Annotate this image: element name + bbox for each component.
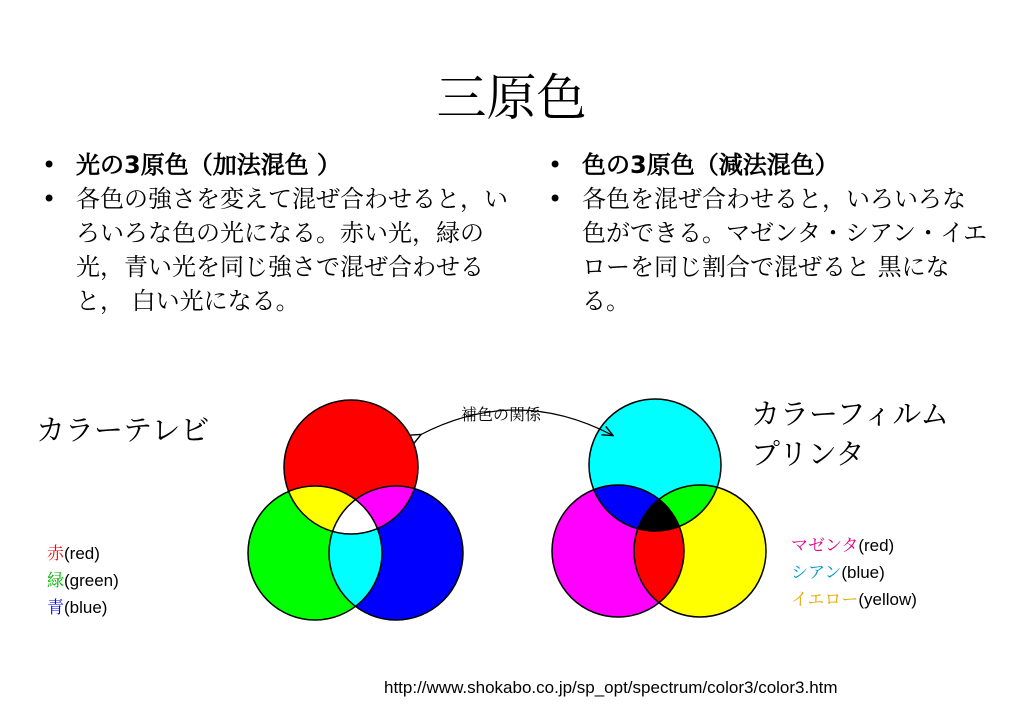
additive-description: 各色の強さを変えて混ぜ合わせると，いろいろな色の光になる。赤い光，緑の光，青い光を同じ強さで混ぜ合わせると， 白い光になる。 bbox=[76, 185, 508, 315]
legend-term-red: 赤 bbox=[47, 544, 64, 563]
legend-term-green: 緑 bbox=[47, 571, 64, 590]
color-tv-label: カラーテレビ bbox=[36, 413, 210, 447]
legend-term-blue: 青 bbox=[47, 598, 64, 617]
legend-paren: (red) bbox=[858, 536, 895, 555]
legend-term-cyan: シアン bbox=[791, 563, 842, 582]
legend-item bbox=[47, 540, 119, 567]
bullet-icon: • bbox=[42, 151, 57, 179]
bullet-icon: • bbox=[548, 151, 563, 179]
additive-circles bbox=[248, 400, 463, 620]
film-printer-label: カラーフィルム プリンタ bbox=[751, 397, 950, 471]
slide-title: 三原色 bbox=[436, 69, 587, 127]
legend-item bbox=[791, 532, 917, 559]
legend-item bbox=[47, 567, 119, 594]
legend-item bbox=[791, 586, 917, 613]
legend-paren: (green) bbox=[64, 571, 119, 590]
legend-paren: (yellow) bbox=[858, 590, 917, 609]
bullet-icon: • bbox=[42, 185, 57, 213]
subtractive-circles bbox=[552, 399, 766, 617]
source-url[interactable]: http://www.shokabo.co.jp/sp_opt/spectrum/color3/color3.htm bbox=[384, 678, 838, 697]
legend-item bbox=[47, 594, 119, 621]
legend-paren: (blue) bbox=[841, 563, 885, 582]
legend-term-yellow: イエロー bbox=[791, 590, 859, 609]
subtractive-description: 各色を混ぜ合わせると，いろいろな色ができる。マゼンタ・シアン・イエローを同じ割合で混ぜると 黒になる。 bbox=[582, 185, 988, 315]
legend-paren: (red) bbox=[64, 544, 100, 563]
subtractive-heading: 色の3原色（減法混色） bbox=[582, 151, 839, 179]
rgb-legend bbox=[47, 540, 119, 621]
cmy-legend bbox=[791, 532, 917, 613]
bullet-icon: • bbox=[548, 185, 563, 213]
legend-paren: (blue) bbox=[64, 598, 108, 617]
complementary-label: 補色の関係 bbox=[461, 405, 542, 424]
additive-heading: 光の3原色（加法混色 ） bbox=[76, 151, 342, 179]
legend-term-magenta: マゼンタ bbox=[791, 536, 859, 555]
legend-item bbox=[791, 559, 917, 586]
